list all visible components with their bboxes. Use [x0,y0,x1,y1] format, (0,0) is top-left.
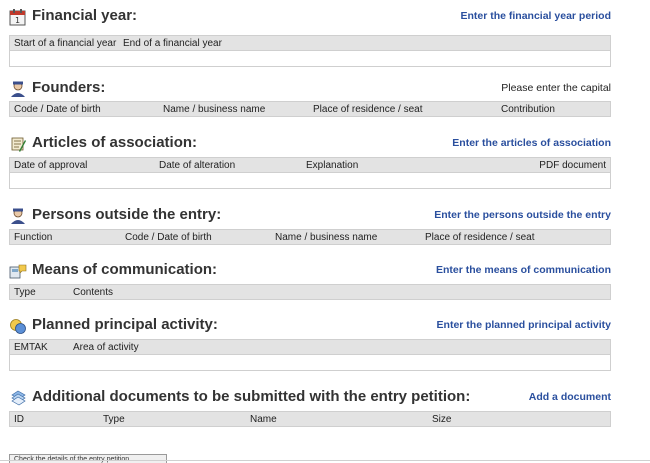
check-details-button[interactable] [9,454,167,463]
communication-table-header [9,284,611,300]
col-contribution: Contribution [501,104,555,115]
col-type: Type [14,287,36,298]
founders-section [9,78,611,117]
col-area-of-activity: Area of activity [73,342,139,353]
activity-table-header [9,339,611,355]
articles-header [9,133,611,155]
col-start-financial-year: Start of a financial year [14,38,117,49]
col-date-of-approval: Date of approval [14,160,88,171]
person-icon [9,80,27,98]
bottom-divider [0,460,650,461]
scroll-icon [9,135,27,153]
financial-year-header [9,6,611,28]
founders-header [9,78,611,100]
col-emtak: EMTAK [14,342,48,353]
financial-year-title: Financial year: [32,7,138,24]
enter-activity-link[interactable]: Enter the planned principal activity [436,319,611,331]
col-end-financial-year: End of a financial year [123,38,222,49]
add-document-link[interactable]: Add a document [528,391,611,403]
founders-capital-note: Please enter the capital [501,82,611,94]
documents-table-header [9,411,611,427]
enter-financial-year-link[interactable]: Enter the financial year period [460,10,611,22]
financial-year-empty-row [9,51,611,67]
persons-outside-header [9,205,611,227]
coins-icon [9,317,27,335]
articles-table-header [9,157,611,173]
articles-empty-row [9,173,611,189]
documents-title: Additional documents to be submitted with the entry petition: [32,388,471,405]
col-function: Function [14,232,53,243]
documents-section [9,387,611,427]
col-pdf-document: PDF document [539,160,606,171]
col-code-date-of-birth: Code / Date of birth [14,104,101,115]
financial-year-section [9,6,611,67]
founders-title: Founders: [32,79,106,96]
col-place-of-residence: Place of residence / seat [425,232,535,243]
persons-outside-title: Persons outside the entry: [32,206,222,223]
enter-communication-link[interactable]: Enter the means of communication [435,264,611,276]
articles-title: Articles of association: [32,134,198,151]
financial-year-table-header [9,35,611,51]
communication-header [9,260,611,282]
activity-empty-row [9,355,611,371]
col-name-business-name: Name / business name [163,104,266,115]
col-code-date-of-birth: Code / Date of birth [125,232,212,243]
svg-text:1: 1 [14,16,21,25]
founders-table-header [9,101,611,117]
activity-header [9,315,611,337]
documents-header [9,387,611,409]
col-name: Name [250,414,277,425]
calendar-icon [9,8,27,26]
col-id: ID [14,414,24,425]
col-type: Type [103,414,125,425]
documents-icon [9,389,27,407]
communication-section [9,260,611,300]
communication-icon [9,262,27,280]
communication-title: Means of communication: [32,261,218,278]
col-size: Size [432,414,452,425]
activity-title: Planned principal activity: [32,316,218,333]
person-icon [9,207,27,225]
articles-section [9,133,611,189]
enter-persons-outside-link[interactable]: Enter the persons outside the entry [434,209,611,221]
activity-section [9,315,611,371]
col-date-of-alteration: Date of alteration [159,160,236,171]
col-place-of-residence: Place of residence / seat [313,104,423,115]
persons-outside-table-header [9,229,611,245]
col-contents: Contents [73,287,114,298]
enter-articles-link[interactable]: Enter the articles of association [452,137,611,149]
col-explanation: Explanation [306,160,359,171]
col-name-business-name: Name / business name [275,232,378,243]
persons-outside-section [9,205,611,245]
